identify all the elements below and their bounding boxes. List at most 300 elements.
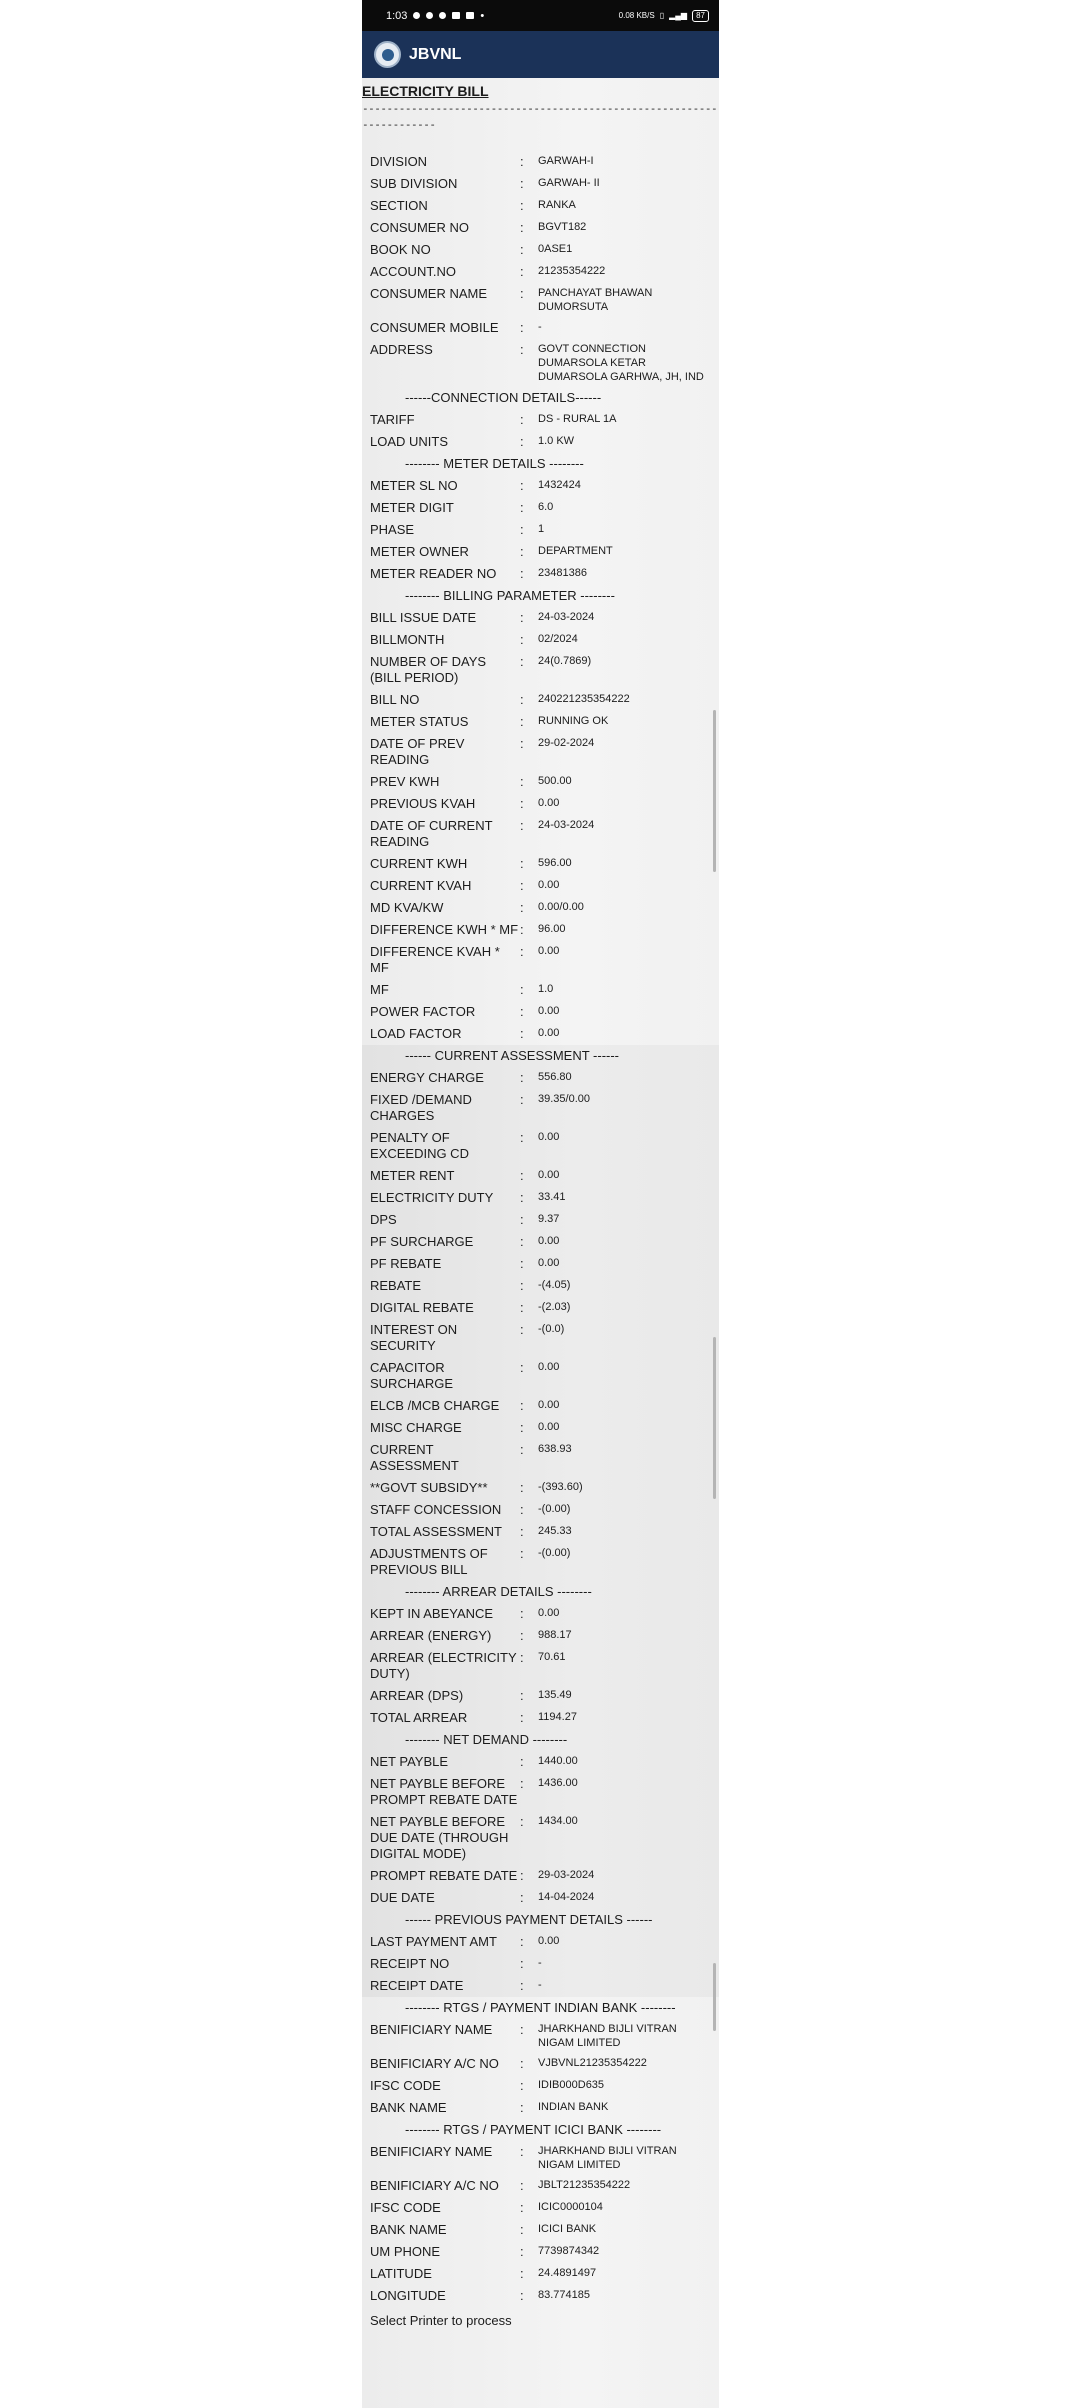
row-label: RECEIPT NO: [370, 1956, 450, 1971]
bill-row: [362, 1023, 719, 1045]
section-net-demand: -------- NET DEMAND --------: [362, 1729, 719, 1751]
row-label: DIFFERENCE KWH * MF: [370, 922, 519, 937]
bill-row: [362, 1165, 719, 1187]
row-value: -(2.03): [538, 1301, 571, 1313]
row-label: ELCB /MCB CHARGE: [370, 1398, 500, 1413]
bill-row: [362, 239, 719, 261]
row-label: TOTAL ASSESSMENT: [370, 1524, 502, 1539]
row-value: 83.774185: [538, 2289, 590, 2301]
row-label: PREVIOUS KVAH: [370, 796, 476, 811]
select-printer-text[interactable]: Select Printer to process: [370, 2313, 512, 2328]
general-details: [362, 151, 719, 387]
bill-row: [362, 1707, 719, 1729]
row-label: DATE OF CURRENT READING: [370, 818, 493, 849]
row-value: VJBVNL21235354222: [538, 2057, 647, 2069]
row-label: CONSUMER NO: [370, 220, 469, 235]
row-colon: :: [520, 1710, 524, 1725]
row-value: 9.37: [538, 1213, 560, 1225]
row-label: ACCOUNT.NO: [370, 264, 456, 279]
bill-row: [362, 431, 719, 453]
row-colon: :: [520, 176, 524, 191]
row-value: 1440.00: [538, 1755, 578, 1767]
bill-row: [362, 283, 719, 317]
scrollbar-thumb[interactable]: [713, 1337, 716, 1499]
section-billing-parameter: -------- BILLING PARAMETER --------: [405, 588, 615, 603]
row-value: 0.00: [538, 1935, 560, 1947]
row-label: BENIFICIARY A/C NO: [370, 2178, 499, 2193]
row-value: 0.00: [538, 797, 560, 809]
bill-row: [362, 2241, 719, 2263]
bill-row: [362, 1685, 719, 1707]
row-colon: :: [520, 478, 524, 493]
row-colon: :: [520, 264, 524, 279]
row-colon: :: [520, 2178, 524, 2193]
row-value: 596.00: [538, 857, 572, 869]
row-label: REBATE: [370, 1278, 422, 1293]
bill-row: [362, 497, 719, 519]
row-colon: :: [520, 198, 524, 213]
row-value: 33.41: [538, 1191, 566, 1203]
row-label: ARREAR (ELECTRICITY DUTY): [370, 1650, 517, 1681]
row-label: TARIFF: [370, 412, 415, 427]
row-colon: :: [520, 1956, 524, 1971]
row-label: LATITUDE: [370, 2266, 432, 2281]
row-label: NET PAYBLE BEFORE DUE DATE (THROUGH DIGITAL MODE): [370, 1814, 509, 1861]
bill-row: [362, 651, 719, 689]
rtgs-icici-bank: [362, 2141, 719, 2307]
current-assessment: [362, 1067, 719, 1581]
row-value: 29-02-2024: [538, 737, 595, 749]
app-title: JBVNL: [409, 45, 462, 63]
row-value: 0.00: [538, 1361, 560, 1373]
row-label: CONSUMER NAME: [370, 286, 488, 301]
row-colon: :: [520, 2056, 524, 2071]
row-value: 21235354222: [538, 265, 606, 277]
battery-level: 87: [696, 10, 705, 20]
row-value: GARWAH- II: [538, 177, 600, 189]
scrollbar-thumb[interactable]: [713, 710, 716, 872]
section-rtgs-indian-bank: -------- RTGS / PAYMENT INDIAN BANK --------: [405, 2000, 676, 2015]
bill-row: [362, 1521, 719, 1543]
bill-row: [362, 1319, 719, 1357]
bill-row: [362, 2285, 719, 2307]
row-label: FIXED /DEMAND CHARGES: [370, 1092, 472, 1123]
row-label: LOAD UNITS: [370, 434, 449, 449]
bill-row: [362, 2141, 719, 2175]
row-colon: :: [520, 1212, 524, 1227]
row-value: 1.0 KW: [538, 435, 575, 447]
row-value: BGVT182: [538, 221, 587, 233]
row-colon: :: [520, 412, 524, 427]
row-colon: :: [520, 982, 524, 997]
bill-row: [362, 2197, 719, 2219]
net-demand: [362, 1751, 719, 1909]
row-value: 0ASE1: [538, 243, 573, 255]
row-label: MF: [370, 982, 389, 997]
row-value: -(0.00): [538, 1547, 571, 1559]
bill-row: [362, 1603, 719, 1625]
row-label: LOAD FACTOR: [370, 1026, 462, 1041]
row-colon: :: [520, 2100, 524, 2115]
row-value: JHARKHAND BIJLI VITRAN NIGAM LIMITED: [538, 2145, 677, 2171]
bill-row: [362, 1543, 719, 1581]
row-colon: :: [520, 1190, 524, 1205]
row-value: 0.00: [538, 1257, 560, 1269]
bill-row: [362, 151, 719, 173]
bill-row: [362, 1625, 719, 1647]
row-label: DIFFERENCE KVAH * MF: [370, 944, 500, 975]
bill-row: [362, 1275, 719, 1297]
row-value: 39.35/0.00: [538, 1093, 590, 1105]
row-value: DS - RURAL 1A: [538, 413, 617, 425]
row-value: 96.00: [538, 923, 566, 935]
row-colon: :: [520, 1480, 524, 1495]
row-colon: :: [520, 1524, 524, 1539]
bill-row: [362, 607, 719, 629]
bill-row: [362, 2019, 719, 2053]
bill-row: [362, 1887, 719, 1909]
row-colon: :: [520, 1278, 524, 1293]
row-value: 240221235354222: [538, 693, 630, 705]
row-label: ENERGY CHARGE: [370, 1070, 484, 1085]
divider-line: ----------------------------------------------------------------------: [362, 102, 718, 131]
row-colon: :: [520, 522, 524, 537]
row-label: NET PAYBLE: [370, 1754, 449, 1769]
row-label: PENALTY OF EXCEEDING CD: [370, 1130, 469, 1161]
row-value: -: [538, 321, 542, 333]
row-colon: :: [520, 320, 524, 335]
row-colon: :: [520, 714, 524, 729]
signal-icon: ▂▄▆: [669, 11, 688, 20]
status-time: 1:03: [386, 9, 408, 22]
row-label: KEPT IN ABEYANCE: [370, 1606, 494, 1621]
row-label: PF SURCHARGE: [370, 1234, 474, 1249]
row-label: SECTION: [370, 198, 428, 213]
row-label: STAFF CONCESSION: [370, 1502, 502, 1517]
row-label: NUMBER OF DAYS (BILL PERIOD): [370, 654, 487, 685]
row-colon: :: [520, 856, 524, 871]
bill-row: [362, 2219, 719, 2241]
row-label: UM PHONE: [370, 2244, 441, 2259]
row-colon: :: [520, 1026, 524, 1041]
row-value: 23481386: [538, 567, 587, 579]
row-value: 0.00: [538, 1169, 560, 1181]
bill-row: [362, 1773, 719, 1811]
row-value: 1432424: [538, 479, 581, 491]
row-value: IDIB000D635: [538, 2079, 605, 2091]
row-value: 7739874342: [538, 2245, 600, 2257]
row-value: 24-03-2024: [538, 819, 595, 831]
row-value: 988.17: [538, 1629, 572, 1641]
bill-row: [362, 979, 719, 1001]
row-value: -: [538, 1957, 542, 1969]
row-value: 0.00: [538, 945, 560, 957]
row-value: 638.93: [538, 1443, 572, 1455]
row-label: MD KVA/KW: [370, 900, 444, 915]
row-label: CAPACITOR SURCHARGE: [370, 1360, 454, 1391]
row-colon: :: [520, 2022, 524, 2037]
row-value: 0.00: [538, 1027, 560, 1039]
row-label: LAST PAYMENT AMT: [370, 1934, 497, 1949]
section-previous-payment: ------ PREVIOUS PAYMENT DETAILS ------: [362, 1909, 719, 1931]
status-bar: [362, 0, 719, 31]
bill-row: [362, 689, 719, 711]
bill-row: [362, 2053, 719, 2075]
row-value: 556.80: [538, 1071, 572, 1083]
row-colon: :: [520, 220, 524, 235]
row-label: CURRENT KWH: [370, 856, 468, 871]
bill-row: [362, 1209, 719, 1231]
row-label: INTEREST ON SECURITY: [370, 1322, 458, 1353]
more-dot-icon: •: [480, 9, 485, 22]
row-value: DEPARTMENT: [538, 545, 613, 557]
row-value: JHARKHAND BIJLI VITRAN NIGAM LIMITED: [538, 2023, 677, 2049]
row-value: 135.49: [538, 1689, 572, 1701]
row-label: BENIFICIARY NAME: [370, 2022, 493, 2037]
bill-row: [362, 1439, 719, 1477]
row-label: METER STATUS: [370, 714, 469, 729]
bill-row: [362, 1953, 719, 1975]
row-value: PANCHAYAT BHAWAN DUMORSUTA: [538, 287, 653, 313]
scrollbar-thumb[interactable]: [713, 1963, 716, 2031]
row-value: -: [538, 1979, 542, 1991]
row-colon: :: [520, 632, 524, 647]
row-value: 0.00/0.00: [538, 901, 584, 913]
row-colon: :: [520, 654, 524, 669]
row-label: ADDRESS: [370, 342, 433, 357]
bill-row: [362, 2263, 719, 2285]
bill-row: [362, 733, 719, 771]
row-value: -(393.60): [538, 1481, 583, 1493]
row-colon: :: [520, 2244, 524, 2259]
bill-row: [362, 1001, 719, 1023]
row-colon: :: [520, 500, 524, 515]
row-value: 24-03-2024: [538, 611, 595, 623]
row-value: 0.00: [538, 1005, 560, 1017]
app-bar: [362, 31, 719, 78]
row-value: GOVT CONNECTION DUMARSOLA KETAR DUMARSOLA GARHWA, JH, IND: [538, 343, 704, 383]
row-label: METER DIGIT: [370, 500, 454, 515]
row-label: BANK NAME: [370, 2100, 447, 2115]
row-colon: :: [520, 342, 524, 357]
row-value: ICICI BANK: [538, 2223, 597, 2235]
row-label: ARREAR (ENERGY): [370, 1628, 492, 1643]
row-value: 29-03-2024: [538, 1869, 595, 1881]
bill-row: [362, 519, 719, 541]
row-label: PREV KWH: [370, 774, 440, 789]
row-label: CURRENT ASSESSMENT: [370, 1442, 459, 1473]
row-colon: :: [520, 774, 524, 789]
row-label: CURRENT KVAH: [370, 878, 472, 893]
row-value: 0.00: [538, 1235, 560, 1247]
bill-row: [362, 1417, 719, 1439]
row-value: RUNNING OK: [538, 715, 609, 727]
row-colon: :: [520, 2266, 524, 2281]
row-label: METER READER NO: [370, 566, 497, 581]
row-label: BOOK NO: [370, 242, 431, 257]
row-label: ADJUSTMENTS OF PREVIOUS BILL: [370, 1546, 488, 1577]
row-colon: :: [520, 1934, 524, 1949]
bill-row: [362, 919, 719, 941]
arrear-details: [362, 1603, 719, 1729]
notification-icon: [413, 12, 420, 19]
row-colon: :: [520, 1442, 524, 1457]
vibrate-icon: ▯: [659, 11, 665, 20]
row-label: DUE DATE: [370, 1890, 435, 1905]
row-colon: :: [520, 544, 524, 559]
section-connection-details: ------CONNECTION DETAILS------: [405, 390, 602, 405]
row-value: 0.00: [538, 879, 560, 891]
row-colon: :: [520, 1650, 524, 1665]
section-meter-details: -------- METER DETAILS --------: [405, 456, 584, 471]
row-label: ARREAR (DPS): [370, 1688, 464, 1703]
row-colon: :: [520, 1234, 524, 1249]
row-colon: :: [520, 434, 524, 449]
battery-icon: [692, 10, 709, 22]
row-value: 0.00: [538, 1399, 560, 1411]
bill-row: [362, 853, 719, 875]
row-label: METER SL NO: [370, 478, 458, 493]
row-label: POWER FACTOR: [370, 1004, 476, 1019]
row-value: INDIAN BANK: [538, 2101, 609, 2113]
bill-row: [362, 1751, 719, 1773]
row-colon: :: [520, 242, 524, 257]
bill-row: [362, 2097, 719, 2119]
row-value: 0.00: [538, 1421, 560, 1433]
bill-row: [362, 941, 719, 979]
row-colon: :: [520, 1868, 524, 1883]
bill-row: [362, 173, 719, 195]
row-colon: :: [520, 1688, 524, 1703]
row-colon: :: [520, 818, 524, 833]
bill-title: ELECTRICITY BILL: [362, 83, 489, 99]
bill-row: [362, 1187, 719, 1209]
bill-content[interactable]: [362, 83, 719, 2328]
bill-row: [362, 897, 719, 919]
row-colon: :: [520, 1776, 524, 1791]
row-value: 1434.00: [538, 1815, 578, 1827]
jbvnl-logo-icon: [374, 41, 401, 68]
bill-row: [362, 1357, 719, 1395]
row-colon: :: [520, 900, 524, 915]
bill-row: [362, 563, 719, 585]
bill-row: [362, 771, 719, 793]
row-colon: :: [520, 922, 524, 937]
row-value: RANKA: [538, 199, 576, 211]
row-label: RECEIPT DATE: [370, 1978, 464, 1993]
row-label: SUB DIVISION: [370, 176, 458, 191]
section-arrear-details: -------- ARREAR DETAILS --------: [362, 1581, 719, 1603]
row-label: ELECTRICITY DUTY: [370, 1190, 494, 1205]
row-colon: :: [520, 2222, 524, 2237]
bill-row: [362, 1931, 719, 1953]
row-value: 02/2024: [538, 633, 578, 645]
bill-row: [362, 1647, 719, 1685]
row-colon: :: [520, 1256, 524, 1271]
row-colon: :: [520, 944, 524, 959]
row-label: BILLMONTH: [370, 632, 445, 647]
row-value: 500.00: [538, 775, 572, 787]
row-colon: :: [520, 1420, 524, 1435]
row-label: BILL NO: [370, 692, 420, 707]
bill-row: [362, 1231, 719, 1253]
person-icon: [439, 12, 446, 19]
bill-row: [362, 629, 719, 651]
bill-row: [362, 217, 719, 239]
row-colon: :: [520, 1130, 524, 1145]
row-value: 70.61: [538, 1651, 566, 1663]
row-value: 1.0: [538, 983, 554, 995]
row-colon: :: [520, 1978, 524, 1993]
row-value: 24.4891497: [538, 2267, 597, 2279]
row-colon: :: [520, 796, 524, 811]
bill-row: [362, 711, 719, 733]
bill-row: [362, 1395, 719, 1417]
bill-row: [362, 815, 719, 853]
row-colon: :: [520, 566, 524, 581]
row-value: 1436.00: [538, 1777, 578, 1789]
row-colon: :: [520, 1360, 524, 1375]
row-value: GARWAH-I: [538, 155, 594, 167]
previous-payment: [362, 1931, 719, 1997]
bill-row: [362, 793, 719, 815]
bill-row: [362, 541, 719, 563]
meter-details: [362, 475, 719, 585]
row-colon: :: [520, 1502, 524, 1517]
row-colon: :: [520, 286, 524, 301]
row-label: BENIFICIARY NAME: [370, 2144, 493, 2159]
bill-row: [362, 261, 719, 283]
row-label: **GOVT SUBSIDY**: [370, 1480, 488, 1495]
section-rtgs-icici-bank: -------- RTGS / PAYMENT ICICI BANK --------: [405, 2122, 662, 2137]
row-value: 1: [538, 523, 545, 535]
row-label: DATE OF PREV READING: [370, 736, 465, 767]
row-label: PROMPT REBATE DATE: [370, 1868, 518, 1883]
bill-row: [362, 875, 719, 897]
bill-row: [362, 1477, 719, 1499]
row-value: ICIC0000104: [538, 2201, 603, 2213]
row-label: BILL ISSUE DATE: [370, 610, 477, 625]
bill-row: [362, 339, 719, 387]
rtgs-indian-bank: [362, 2019, 719, 2119]
row-colon: :: [520, 1004, 524, 1019]
row-colon: :: [520, 2078, 524, 2093]
row-colon: :: [520, 1300, 524, 1315]
row-colon: :: [520, 1546, 524, 1561]
row-label: IFSC CODE: [370, 2078, 441, 2093]
billing-parameters: [362, 607, 719, 1045]
bill-row: [362, 1127, 719, 1165]
bill-row: [362, 475, 719, 497]
row-colon: :: [520, 1168, 524, 1183]
row-value: JBLT21235354222: [538, 2179, 631, 2191]
row-label: DIVISION: [370, 154, 428, 169]
row-colon: :: [520, 2200, 524, 2215]
row-colon: :: [520, 154, 524, 169]
row-label: METER OWNER: [370, 544, 469, 559]
row-value: -(4.05): [538, 1279, 571, 1291]
row-colon: :: [520, 610, 524, 625]
row-value: 24(0.7869): [538, 655, 592, 667]
row-colon: :: [520, 1070, 524, 1085]
row-value: -(0.00): [538, 1503, 571, 1515]
bill-row: [362, 1865, 719, 1887]
row-label: DPS: [370, 1212, 397, 1227]
row-value: 6.0: [538, 501, 554, 513]
row-label: CONSUMER MOBILE: [370, 320, 499, 335]
bill-row: [362, 1089, 719, 1127]
row-value: 1194.27: [538, 1711, 577, 1723]
